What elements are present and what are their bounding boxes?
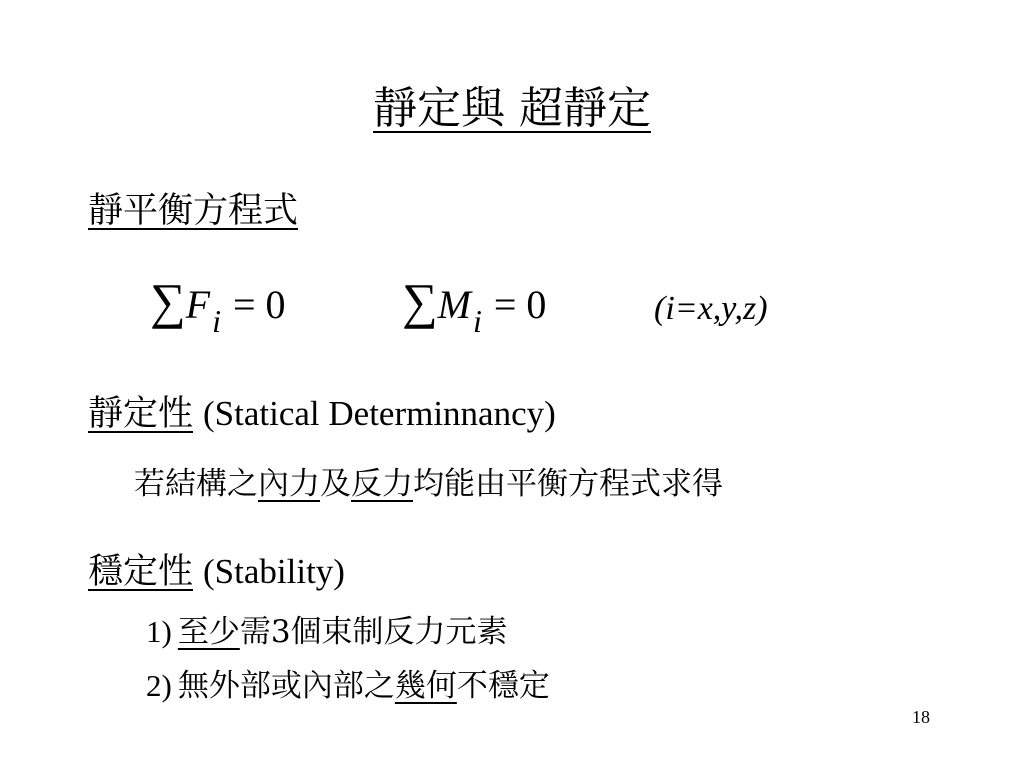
static-determinacy-heading-zh: 靜定性 xyxy=(88,394,194,434)
definition-part-1: 若結構之 xyxy=(134,466,258,502)
reaction-force-term: 反力 xyxy=(351,466,413,502)
stability-item-1-number: 1) xyxy=(146,614,172,649)
force-rhs: = 0 xyxy=(232,282,286,327)
stability-heading-zh: 穩定性 xyxy=(88,552,194,592)
force-subscript: i xyxy=(212,303,221,339)
definition-part-3: 均能由平衡方程式求得 xyxy=(413,466,723,502)
moment-subscript: i xyxy=(472,303,482,339)
slide-title-text: 靜定與 超靜定 xyxy=(373,83,651,134)
stability-item-1-text: 需3個束制反力元素 xyxy=(239,614,508,650)
force-variable: F xyxy=(185,282,211,327)
equilibrium-heading xyxy=(88,183,298,233)
static-determinacy-heading xyxy=(88,386,556,436)
index-note: (i=x,y,z) xyxy=(654,290,768,327)
slide-title xyxy=(0,72,1024,136)
definition-part-2: 及 xyxy=(320,466,351,502)
stability-item-2-number: 2) xyxy=(146,668,172,703)
internal-force-term: 內力 xyxy=(258,466,320,502)
stability-item-2 xyxy=(146,660,550,705)
stability-heading-en: (Stability) xyxy=(203,552,345,591)
static-determinacy-heading-en: (Statical Determinnancy) xyxy=(203,394,556,433)
force-sum-symbol: ∑ xyxy=(150,273,186,329)
moment-rhs: = 0 xyxy=(493,282,547,327)
moment-variable: M xyxy=(437,282,471,327)
page-number: 18 xyxy=(912,707,930,727)
equilibrium-heading-text: 靜平衡方程式 xyxy=(88,191,299,231)
stability-item-2-text-2: 不穩定 xyxy=(456,668,550,704)
at-least-term: 至少 xyxy=(177,614,240,650)
force-equilibrium-equation xyxy=(150,272,286,339)
static-determinacy-definition xyxy=(134,458,723,503)
stability-item-1 xyxy=(146,606,508,651)
geometric-term: 幾何 xyxy=(394,668,457,704)
stability-item-2-text-1: 無外部或內部之 xyxy=(177,668,395,704)
moment-sum-symbol: ∑ xyxy=(402,273,438,329)
moment-equilibrium-equation xyxy=(402,272,547,339)
stability-heading xyxy=(88,544,345,594)
